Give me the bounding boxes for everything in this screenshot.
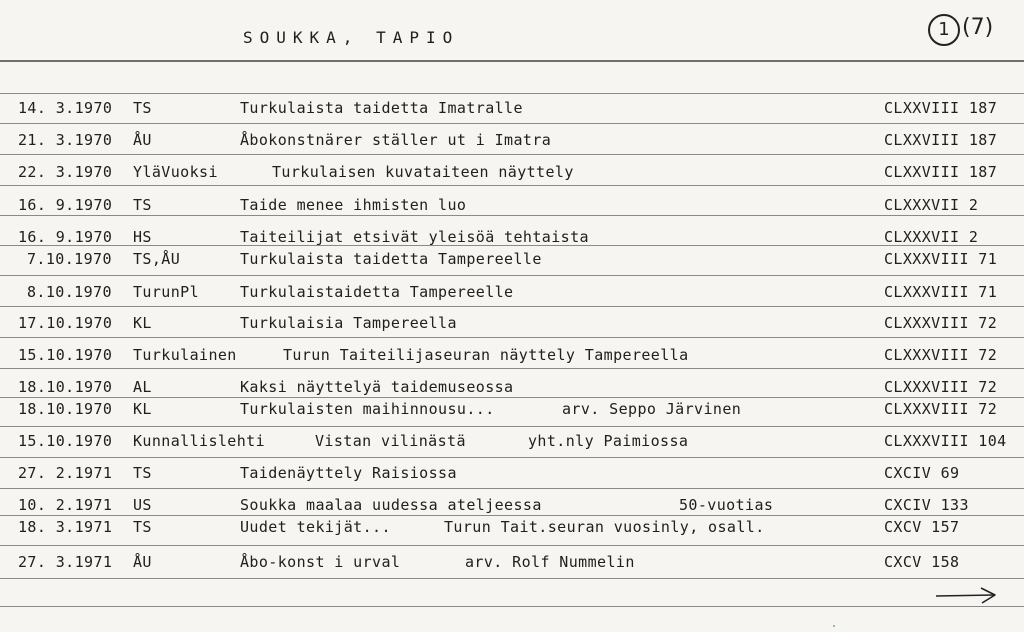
entry-title: Turkulaisen kuvataiteen näyttely <box>272 163 574 181</box>
header-rule <box>0 60 1024 62</box>
entry-title: Soukka maalaa uudessa ateljeessa <box>240 496 542 514</box>
entry-title: Åbo-konst i urval <box>240 553 401 571</box>
entry-ref: CLXXXVII 2 <box>884 228 979 246</box>
row-rule <box>0 154 1024 155</box>
entry-ref: CXCIV 133 <box>884 496 969 514</box>
entry-title: Turkulaista taidetta Tampereelle <box>240 250 542 268</box>
entry-ref: CLXXVIII 187 <box>884 99 998 117</box>
entry-note: yht.nly Paimiossa <box>528 432 689 450</box>
entry-source: AL <box>133 378 152 396</box>
entry-ref: CLXXXVIII 72 <box>884 346 998 364</box>
entry-source: TS <box>133 464 152 482</box>
entry-title: Taide menee ihmisten luo <box>240 196 467 214</box>
entry-date: 22. 3.1970 <box>18 163 113 181</box>
entry-source: Turkulainen <box>133 346 237 364</box>
entry-source: YläVuoksi <box>133 163 218 181</box>
entry-date: 7.10.1970 <box>27 250 112 268</box>
row-rule <box>0 457 1024 458</box>
entry-title: Uudet tekijät... <box>240 518 391 536</box>
row-rule <box>0 123 1024 124</box>
entry-date: 18.10.1970 <box>18 400 113 418</box>
entry-date: 27. 2.1971 <box>18 464 113 482</box>
entry-date: 18.10.1970 <box>18 378 113 396</box>
row-rule <box>0 488 1024 489</box>
entry-title: Turun Taiteilijaseuran näyttely Tampereella <box>283 346 689 364</box>
entry-date: 21. 3.1970 <box>18 131 113 149</box>
row-rule <box>0 545 1024 546</box>
entry-source: KL <box>133 400 152 418</box>
row-rule <box>0 515 1024 516</box>
entry-source: TS <box>133 99 152 117</box>
entry-title: Taiteilijat etsivät yleisöä tehtaista <box>240 228 589 246</box>
entry-ref: CLXXVIII 187 <box>884 131 998 149</box>
entry-date: 27. 3.1971 <box>18 553 113 571</box>
page-number-circle: 1 <box>928 14 960 46</box>
row-rule <box>0 426 1024 427</box>
entry-source: ÅU <box>133 553 152 571</box>
entry-title: Kaksi näyttelyä taidemuseossa <box>240 378 514 396</box>
entry-title: Turkulaisten maihinnousu... <box>240 400 495 418</box>
entry-date: 17.10.1970 <box>18 314 113 332</box>
entry-ref: CLXXXVIII 72 <box>884 314 998 332</box>
entry-source: US <box>133 496 152 514</box>
row-rule <box>0 93 1024 94</box>
speck <box>833 625 835 627</box>
entry-date: 16. 9.1970 <box>18 196 113 214</box>
entry-title: Turkulaistaidetta Tampereelle <box>240 283 514 301</box>
row-rule <box>0 275 1024 276</box>
entry-title: Turkulaista taidetta Imatralle <box>240 99 523 117</box>
entry-ref: CLXXXVIII 71 <box>884 250 998 268</box>
entry-source: Kunnallislehti <box>133 432 266 450</box>
entry-source: TS,ÅU <box>133 250 181 268</box>
row-rule <box>0 368 1024 369</box>
entry-title: Åbokonstnärer ställer ut i Imatra <box>240 131 552 149</box>
entry-note: 50-vuotias <box>679 496 774 514</box>
row-rule <box>0 397 1024 398</box>
entry-title: Taidenäyttely Raisiossa <box>240 464 457 482</box>
entry-date: 15.10.1970 <box>18 346 113 364</box>
entry-note: arv. Rolf Nummelin <box>465 553 635 571</box>
entry-source: HS <box>133 228 152 246</box>
row-rule <box>0 337 1024 338</box>
entry-ref: CLXXVIII 187 <box>884 163 998 181</box>
entry-date: 14. 3.1970 <box>18 99 113 117</box>
row-rule <box>0 185 1024 186</box>
card-title: SOUKKA, TAPIO <box>243 28 460 47</box>
page-mark <box>924 12 1019 46</box>
entry-date: 10. 2.1971 <box>18 496 113 514</box>
entry-date: 8.10.1970 <box>27 283 112 301</box>
entry-ref: CXCV 157 <box>884 518 960 536</box>
row-rule <box>0 306 1024 307</box>
entry-title: Vistan vilinästä <box>315 432 466 450</box>
entry-ref: CLXXXVIII 104 <box>884 432 1007 450</box>
entry-note: Turun Tait.seuran vuosinly, osall. <box>444 518 765 536</box>
continue-arrow-icon <box>934 584 998 606</box>
entry-ref: CLXXXVII 2 <box>884 196 979 214</box>
entry-ref: CLXXXVIII 72 <box>884 400 998 418</box>
entry-ref: CXCV 158 <box>884 553 960 571</box>
entry-date: 16. 9.1970 <box>18 228 113 246</box>
entry-note: arv. Seppo Järvinen <box>562 400 742 418</box>
entry-date: 15.10.1970 <box>18 432 113 450</box>
entry-date: 18. 3.1971 <box>18 518 113 536</box>
entry-source: TurunPl <box>133 283 200 301</box>
entry-source: TS <box>133 518 152 536</box>
entry-ref: CXCIV 69 <box>884 464 960 482</box>
entry-ref: CLXXXVIII 71 <box>884 283 998 301</box>
entry-ref: CLXXXVIII 72 <box>884 378 998 396</box>
row-rule <box>0 606 1024 607</box>
row-rule <box>0 215 1024 216</box>
page-total: (7) <box>962 15 994 40</box>
entry-title: Turkulaisia Tampereella <box>240 314 457 332</box>
row-rule <box>0 578 1024 579</box>
entry-source: TS <box>133 196 152 214</box>
entry-source: ÅU <box>133 131 152 149</box>
entry-source: KL <box>133 314 152 332</box>
